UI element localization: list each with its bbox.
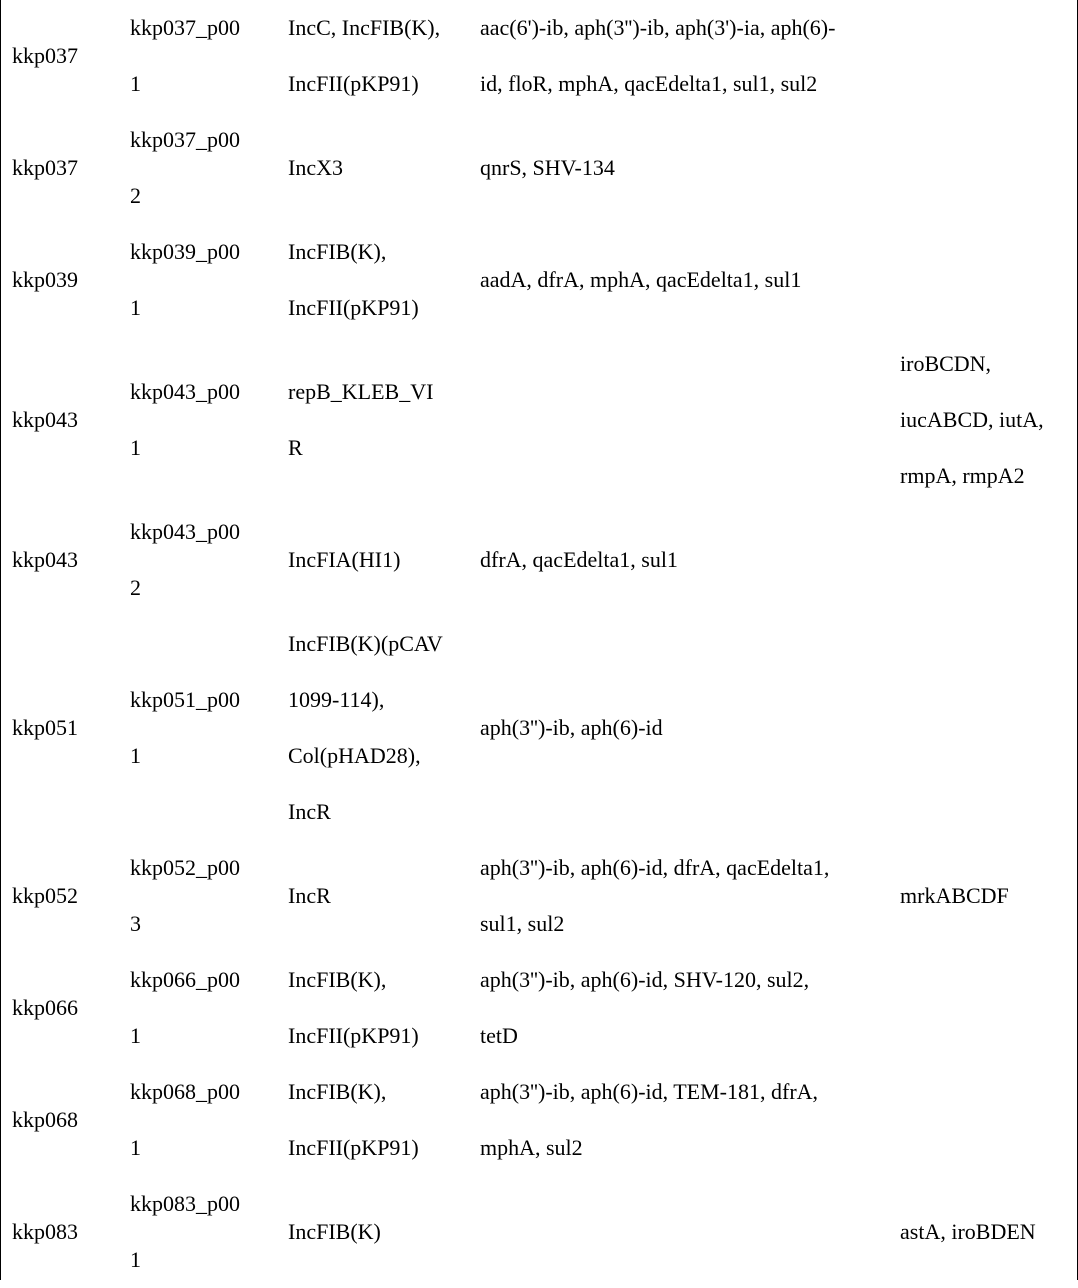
table-row <box>0 616 1078 840</box>
replicon-cell: IncFIA(HI1) <box>288 547 401 572</box>
table-row <box>0 1176 1078 1288</box>
plasmid-cell: kkp043_p00 2 <box>130 519 240 600</box>
amr-genes-cell: dfrA, qacEdelta1, sul1 <box>480 547 678 572</box>
replicon-cell: repB_KLEB_VI R <box>288 379 434 460</box>
amr-genes-cell: aph(3'')-ib, aph(6)-id, TEM-181, dfrA, mphA, sul2 <box>480 1079 819 1160</box>
replicon-cell: IncFIB(K), IncFII(pKP91) <box>288 1079 419 1160</box>
replicon-cell: IncC, IncFIB(K), IncFII(pKP91) <box>288 15 441 96</box>
plasmid-cell: kkp066_p00 1 <box>130 967 240 1048</box>
plasmid-cell: kkp037_p00 2 <box>130 127 240 208</box>
amr-genes-cell: aph(3'')-ib, aph(6)-id <box>480 715 663 740</box>
replicon-cell: IncX3 <box>288 155 343 180</box>
plasmid-cell: kkp052_p00 3 <box>130 855 240 936</box>
virulence-genes-cell <box>888 0 1078 112</box>
isolate-cell: kkp083 <box>12 1219 78 1244</box>
isolate-cell: kkp051 <box>12 715 78 740</box>
replicon-cell: IncFIB(K), IncFII(pKP91) <box>288 967 419 1048</box>
replicon-cell: IncFIB(K), IncFII(pKP91) <box>288 239 419 320</box>
table-row <box>0 112 1078 224</box>
isolate-cell: kkp043 <box>12 407 78 432</box>
isolate-cell: kkp066 <box>12 995 78 1020</box>
isolate-cell: kkp039 <box>12 267 78 292</box>
table-row <box>0 840 1078 952</box>
plasmid-cell: kkp043_p00 1 <box>130 379 240 460</box>
amr-genes-cell: aadA, dfrA, mphA, qacEdelta1, sul1 <box>480 267 802 292</box>
isolate-cell: kkp068 <box>12 1107 78 1132</box>
virulence-genes-cell: mrkABCDF <box>900 883 1009 908</box>
replicon-cell: IncR <box>288 883 331 908</box>
amr-genes-cell <box>468 1176 888 1288</box>
plasmid-cell: kkp083_p00 1 <box>130 1191 240 1272</box>
virulence-genes-cell <box>888 1064 1078 1176</box>
virulence-genes-cell <box>888 224 1078 336</box>
isolate-cell: kkp037 <box>12 43 78 68</box>
amr-genes-cell <box>468 336 888 504</box>
virulence-genes-cell <box>888 952 1078 1064</box>
table-row <box>0 952 1078 1064</box>
table-row <box>0 0 1078 112</box>
virulence-genes-cell: astA, iroBDEN <box>900 1219 1036 1244</box>
isolate-cell: kkp052 <box>12 883 78 908</box>
plasmid-cell: kkp037_p00 1 <box>130 15 240 96</box>
amr-genes-cell: aph(3'')-ib, aph(6)-id, dfrA, qacEdelta1, sul1, sul2 <box>480 855 830 936</box>
virulence-genes-cell <box>888 504 1078 616</box>
table-row <box>0 504 1078 616</box>
replicon-cell: IncFIB(K) <box>288 1219 381 1244</box>
plasmid-cell: kkp051_p00 1 <box>130 687 240 768</box>
plasmid-cell: kkp039_p00 1 <box>130 239 240 320</box>
virulence-genes-cell <box>888 616 1078 840</box>
isolate-cell: kkp043 <box>12 547 78 572</box>
virulence-genes-cell <box>888 112 1078 224</box>
virulence-genes-cell: iroBCDN, iucABCD, iutA, rmpA, rmpA2 <box>900 351 1044 488</box>
isolate-cell: kkp037 <box>12 155 78 180</box>
amr-genes-cell: qnrS, SHV-134 <box>480 155 615 180</box>
table-row <box>0 224 1078 336</box>
amr-genes-cell: aph(3'')-ib, aph(6)-id, SHV-120, sul2, tetD <box>480 967 810 1048</box>
table-row <box>0 1064 1078 1176</box>
table-row <box>0 336 1078 504</box>
amr-genes-cell: aac(6')-ib, aph(3'')-ib, aph(3')-ia, aph(6)- id, floR, mphA, qacEdelta1, sul1, sul2 <box>480 15 836 96</box>
plasmid-cell: kkp068_p00 1 <box>130 1079 240 1160</box>
replicon-cell: IncFIB(K)(pCAV 1099-114), Col(pHAD28), IncR <box>288 631 443 824</box>
